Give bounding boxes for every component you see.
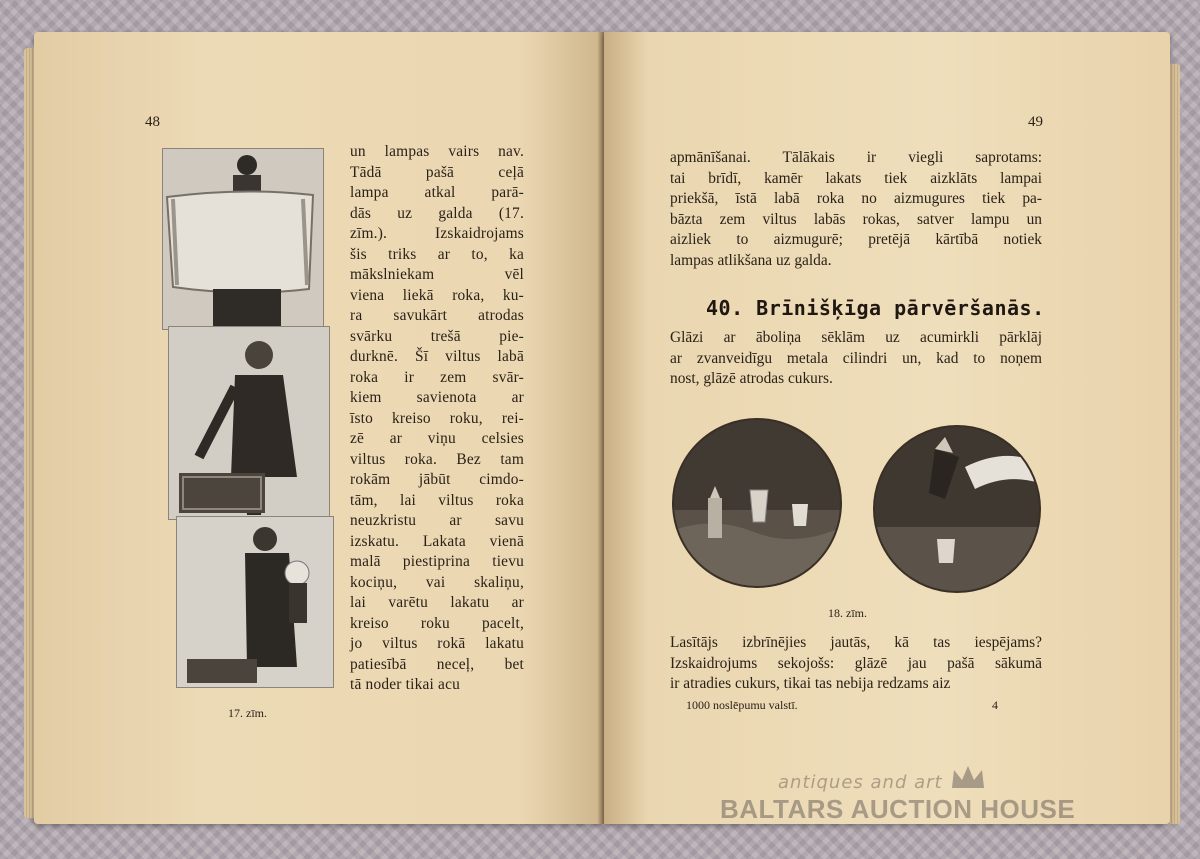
text-line: lai varētu lakatu ar — [350, 594, 524, 611]
left-page-number: 48 — [145, 114, 160, 130]
text-line: aizliek to aizmugurē; pretējā kārtībā notiek — [670, 231, 1042, 248]
text-line: Glāzi ar āboliņa sēklām uz acumirkli pārklāj — [670, 329, 1042, 346]
crown-icon — [948, 762, 988, 792]
auction-watermark — [720, 760, 1120, 830]
right-closing-paragraph — [670, 633, 1042, 695]
text-line: patiesībā neceļ, bet — [350, 655, 524, 673]
text-line: šis triks ar to, ka — [350, 245, 524, 263]
text-line: mākslniekam vēl — [350, 266, 524, 283]
text-line: viltus roka. Bez tam — [350, 450, 524, 468]
text-line: svārku trešā pie- — [350, 327, 524, 345]
text-line: lampas atlikšana uz galda. — [670, 251, 832, 269]
text-line: nost, glāzē atrodas cukurs. — [670, 370, 833, 387]
text-line: Izskaidrojums sekojošs: glāzē jau pašā sākumā — [670, 654, 1042, 672]
text-line: dās uz galda (17. — [350, 204, 524, 222]
text-line: zīm.). Izskaidrojams — [350, 225, 524, 242]
photo-man-holding-cloth — [162, 148, 324, 330]
text-line: tā noder tikai acu — [350, 676, 461, 693]
watermark-brand: BALTARS AUCTION HOUSE — [720, 794, 1076, 824]
section-heading: 40. Brīnišķīga pārvēršanās. — [706, 296, 1045, 320]
text-line: viena liekā roka, ku- — [350, 286, 524, 304]
text-line: priekšā, īstā labā roka no aizmugures tiek pa- — [670, 190, 1042, 207]
figure-17-photo-strip — [162, 148, 332, 688]
text-line: apmānīšanai. Tālākais ir viegli saprotams: — [670, 149, 1042, 166]
text-line: rokām jābūt cimdo- — [350, 471, 524, 488]
text-line: Tādā pašā ceļā — [350, 163, 524, 181]
text-line: tām, lai viltus roka — [350, 491, 524, 509]
text-line: kiem savienota ar — [350, 389, 524, 406]
left-column-text — [350, 142, 524, 696]
photo-man-with-lamp-table — [168, 326, 330, 520]
text-line: lampa atkal parā- — [350, 184, 524, 201]
text-line: bāzta zem viltus labās rokas, satver lampu un — [670, 210, 1042, 228]
text-line: kreiso roku pacelt, — [350, 614, 524, 632]
text-line: malā piestiprina tievu — [350, 553, 524, 570]
text-line: īsto kreiso roku, rei- — [350, 409, 524, 427]
text-line: ir atradies cukurs, tikai tas nebija redzams aiz — [670, 675, 951, 692]
text-line: Lasītājs izbrīnējies jautās, kā tas iespējams? — [670, 634, 1042, 651]
text-line: neuzkristu ar savu — [350, 512, 524, 529]
text-line: tai brīdī, kamēr lakats tiek aizklāts lampai — [670, 169, 1042, 187]
text-line: jo viltus rokā lakatu — [350, 635, 524, 652]
figure-18-caption: 18. zīm. — [828, 606, 867, 620]
text-line: durknē. Šī viltus labā — [350, 348, 524, 365]
figure-18-photo-glasses — [672, 418, 842, 588]
text-line: ra savukārt atrodas — [350, 307, 524, 324]
right-section-paragraph — [670, 328, 1042, 390]
text-line: ar zvanveidīgu metala cilindri un, kad to noņem — [670, 349, 1042, 367]
signature-mark: 4 — [992, 698, 998, 712]
photo-man-side-view — [176, 516, 334, 688]
right-intro-paragraph — [670, 148, 1042, 271]
figure-18-photo-cylinder-lift — [873, 425, 1041, 593]
figure-17-caption: 17. zīm. — [228, 706, 267, 720]
right-page-number: 49 — [1028, 114, 1043, 130]
text-line: un lampas vairs nav. — [350, 143, 524, 160]
text-line: izskatu. Lakata vienā — [350, 532, 524, 550]
signature-title: 1000 noslēpumu valstī. — [686, 698, 798, 712]
text-line: kociņu, vai skaliņu, — [350, 573, 524, 591]
watermark-tagline: antiques and art — [778, 772, 943, 793]
text-line: roka ir zem svār- — [350, 368, 524, 386]
text-line: zē ar viņu celsies — [350, 430, 524, 447]
